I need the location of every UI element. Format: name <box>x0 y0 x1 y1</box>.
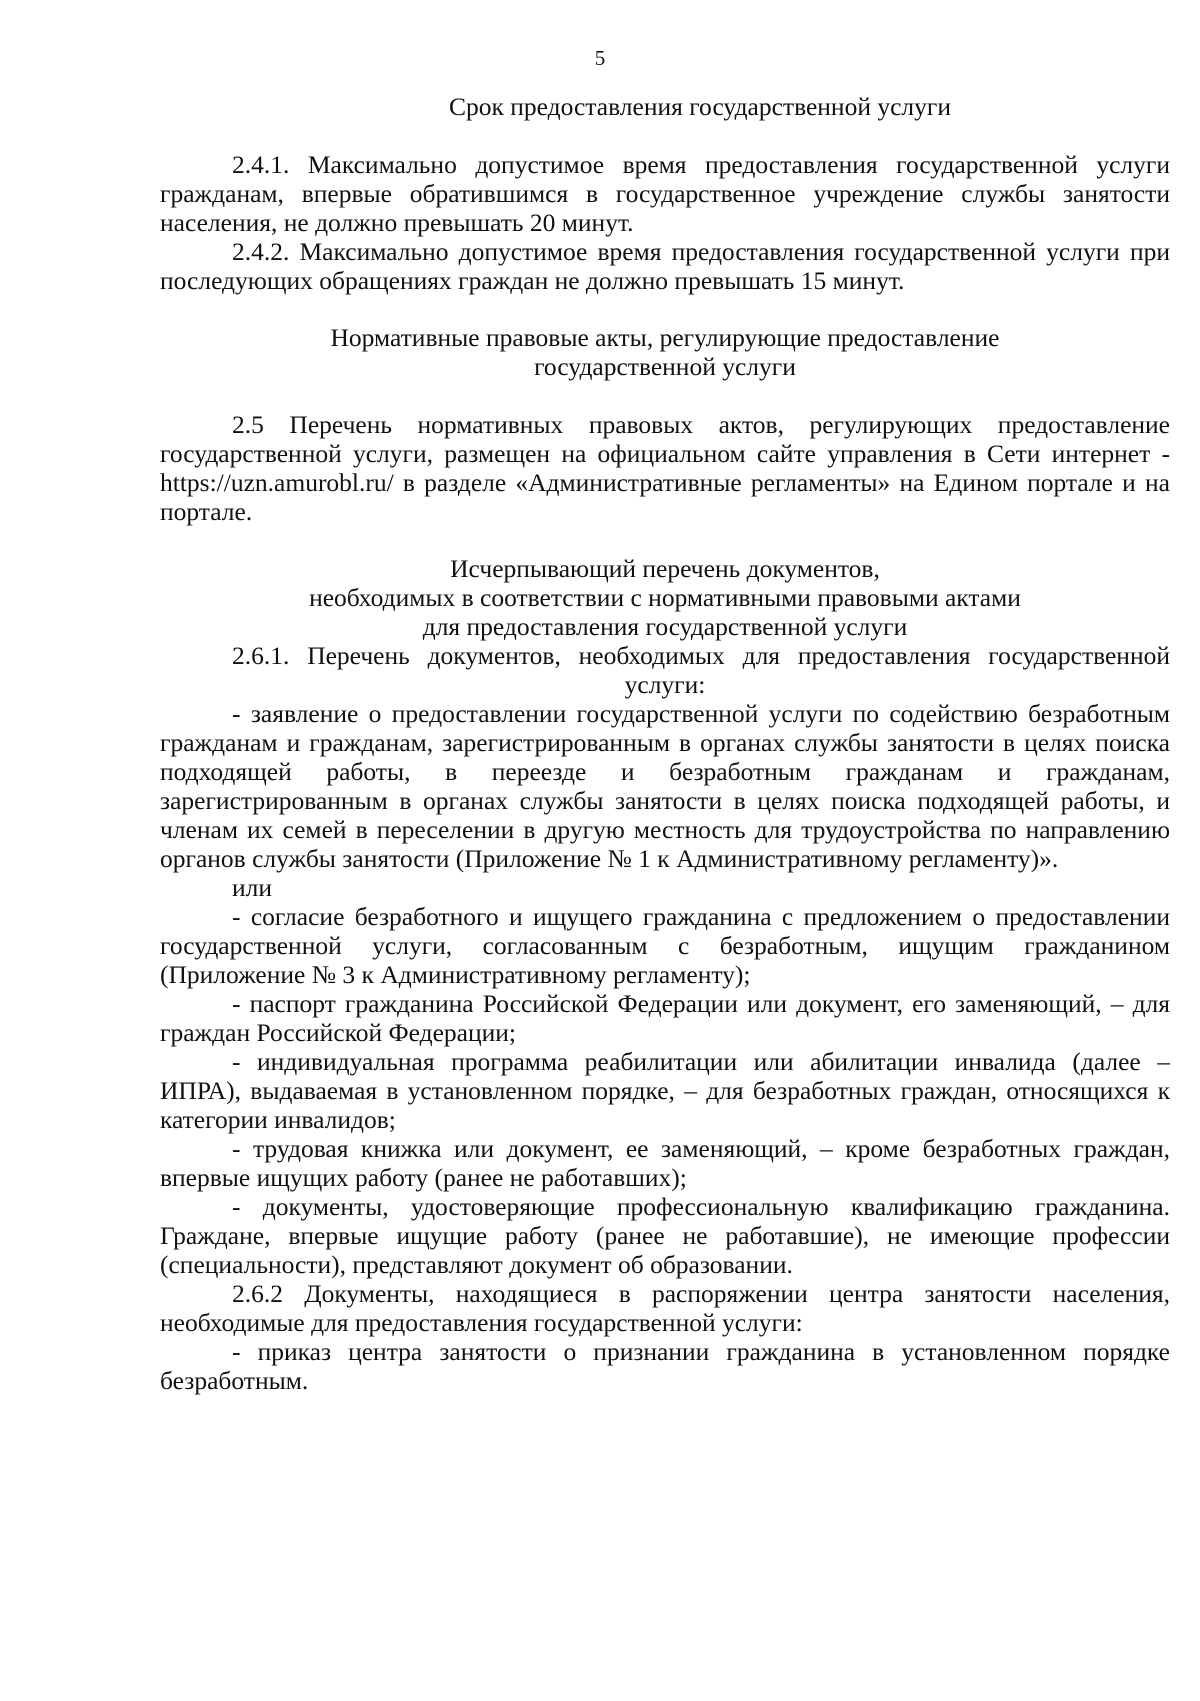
word-or: или <box>232 873 273 902</box>
paragraph-2-6-1: 2.6.1. Перечень документов, необходимых для предоставления государственной услуги: <box>232 641 1170 699</box>
document-body <box>160 92 1170 1395</box>
list-item-qualification: - документы, удостоверяющие профессиональную квалификацию гражданина. Граждане, впервые ищущие работу (ранее не работавшие), не имеющие профессии (специальности), представляют документ об образовании. <box>160 1192 1170 1279</box>
paragraph-2-4-1: 2.4.1. Максимально допустимое время предоставления государственной услуги гражданам, впервые обратившимся в государственное учреждение службы занятости населения, не должно превышать 20 минут. <box>160 150 1170 237</box>
heading-line: государственной услуги <box>534 352 796 381</box>
list-item-workbook: - трудовая книжка или документ, ее заменяющий, – кроме безработных граждан, впервые ищущих работу (ранее не работавших); <box>160 1134 1170 1192</box>
list-item-order: - приказ центра занятости о признании гражданина в установленном порядке безработным. <box>160 1337 1170 1395</box>
heading-line: для предоставления государственной услуги <box>422 612 908 641</box>
section-heading-term: Срок предоставления государственной услуги <box>448 92 951 121</box>
heading-line: Исчерпывающий перечень документов, <box>450 554 880 583</box>
page-number: 5 <box>594 46 606 70</box>
list-item-ipra: - индивидуальная программа реабилитации или абилитации инвалида (далее – ИПРА), выдаваемая в установленном порядке, – для безработных граждан, относящихся к категории инвалидов; <box>160 1047 1170 1134</box>
paragraph-2-6-2: 2.6.2 Документы, находящиеся в распоряжении центра занятости населения, необходимые для предоставления государственной услуги: <box>160 1279 1170 1337</box>
heading-line: Нормативные правовые акты, регулирующие предоставление <box>330 323 1000 352</box>
section-heading-documents <box>160 554 1170 641</box>
list-item-consent: - согласие безработного и ищущего гражданина с предложением о предоставлении государственной услуги, согласованным с безработным, ищущим гражданином (Приложение № 3 к Административному регламенту); <box>160 902 1170 989</box>
heading-line: необходимых в соответствии с нормативными правовыми актами <box>309 583 1021 612</box>
section-heading-acts <box>160 323 1170 381</box>
paragraph-2-5: 2.5 Перечень нормативных правовых актов, регулирующих предоставление государственной услуги, размещен на официальном сайте управления в Сети интернет - https://uzn.amurobl.ru/ в разделе «Административные регламенты» на Едином портале и на портале. <box>160 410 1170 526</box>
list-item-application: - заявление о предоставлении государственной услуги по содействию безработным гражданам и гражданам, зарегистрированным в органах службы занятости в целях поиска подходящей работы, в переезде и безработным гражданам и гражданам, зарегистрированным в органах службы занятости в целях поиска подходящей работы, и членам их семей в переселении в другую местность для трудоустройства по направлению органов службы занятости (Приложение № 1 к Административному регламенту)». <box>160 699 1170 873</box>
list-item-passport: - паспорт гражданина Российской Федерации или документ, его заменяющий, – для граждан Российской Федерации; <box>160 989 1170 1047</box>
paragraph-2-4-2: 2.4.2. Максимально допустимое время предоставления государственной услуги при последующих обращениях граждан не должно превышать 15 минут. <box>160 237 1170 295</box>
